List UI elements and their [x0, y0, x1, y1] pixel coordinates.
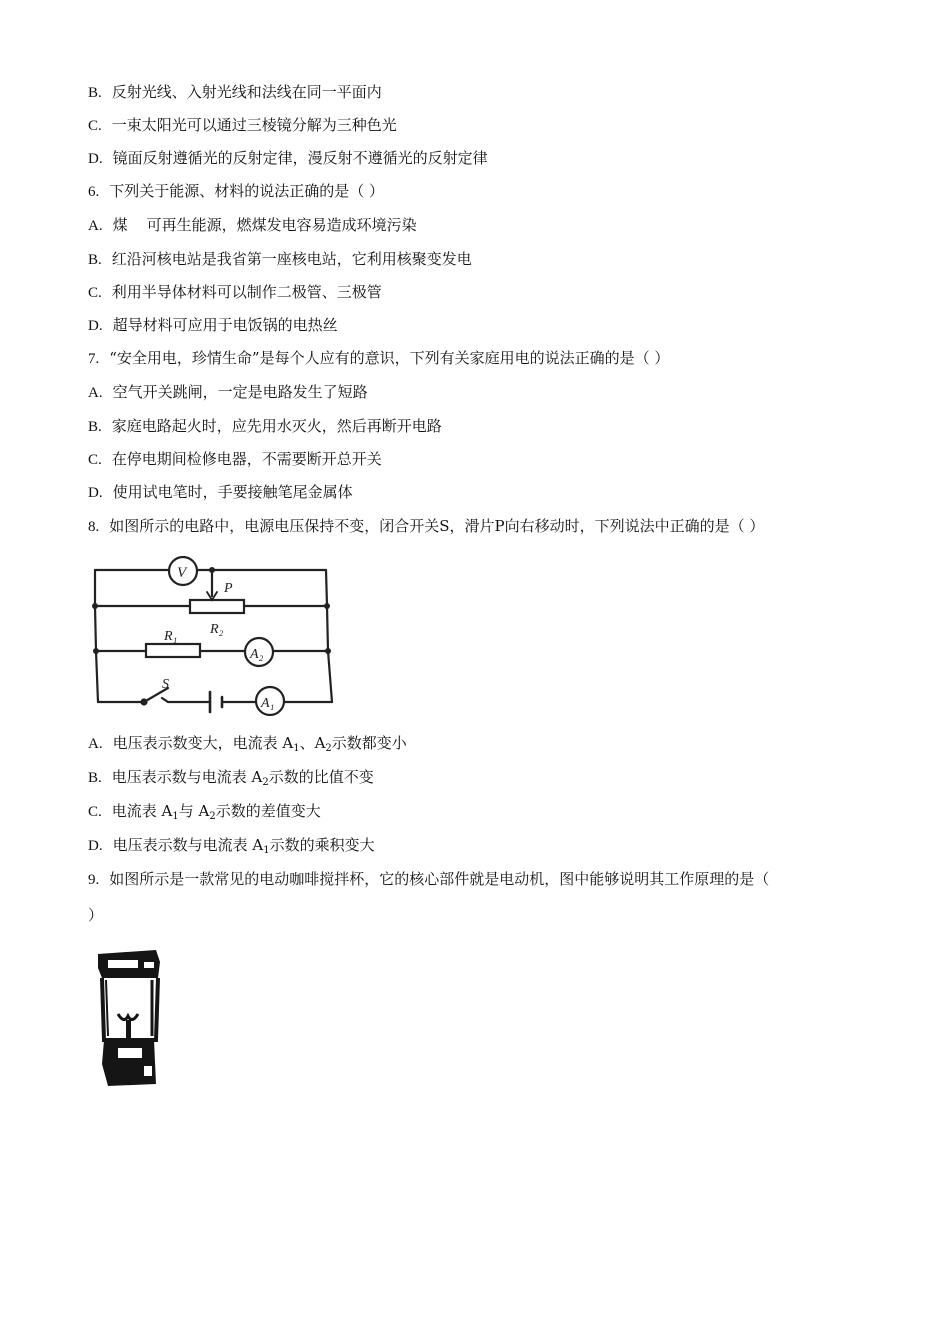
- bottom-wire: [98, 698, 332, 702]
- resistor-r1: [146, 644, 200, 657]
- switch-pivot: [142, 700, 147, 705]
- svg-text:R₁: R₁: [164, 629, 178, 644]
- q5-option-b: B. 反射光线、入射光线和法线在同一平面内: [88, 83, 382, 101]
- q6-stem: 6. 下列关于能源、材料的说法正确的是（ ）: [88, 182, 385, 200]
- q7-option-d: D. 使用试电笔时，手要接触笔尾金属体: [88, 483, 353, 501]
- stirring-blade: [118, 1014, 138, 1020]
- q9-stem: 9. 如图所示是一款常见的电动咖啡搅拌杯，它的核心部件就是电动机，图中能够说明其工作原理的是（: [88, 870, 770, 888]
- circuit-right-rail: [326, 570, 332, 702]
- battery-icon: [210, 692, 222, 712]
- svg-text:A₂: A₂: [250, 647, 264, 662]
- q6-option-a: A. 煤 可再生能源，燃煤发电容易造成环境污染: [88, 216, 417, 234]
- q6-option-b: B. 红沿河核电站是我省第一座核电站，它利用核聚变发电: [88, 250, 472, 268]
- resistor-r2: [190, 600, 244, 613]
- q5-option-c: C. 一束太阳光可以通过三棱镜分解为三种色光: [88, 116, 397, 134]
- q8-option-a: A. 电压表示数变大，电流表 $A_1$、$A_2$示数都变小: [88, 734, 407, 754]
- q7-option-a: A. 空气开关跳闸，一定是电路发生了短路: [88, 383, 368, 401]
- q8-option-b: B. 电压表示数与电流表 $A_2$示数的比值不变: [88, 768, 374, 788]
- svg-text:S: S: [162, 677, 169, 692]
- q6-option-c: C. 利用半导体材料可以制作二极管、三极管: [88, 283, 382, 301]
- circuit-left-rail: [95, 570, 98, 702]
- q7-stem: 7. “安全用电，珍情生命”是每个人应有的意识，下列有关家庭用电的说法正确的是（ ）: [88, 349, 670, 367]
- q5-option-d: D. 镜面反射遵循光的反射定律，漫反射不遵循光的反射定律: [88, 149, 488, 167]
- q8-stem: 8. 如图所示的电路中，电源电压保持不变，闭合开关S，滑片P向右移动时，下列说法中正确的是（ ）: [88, 517, 765, 535]
- q8-option-d: D. 电压表示数与电流表 $A_1$示数的乘积变大: [88, 836, 375, 856]
- q7-option-b: B. 家庭电路起火时，应先用水灭火，然后再断开电路: [88, 417, 442, 435]
- circuit-diagram: [86, 556, 346, 716]
- cup-motor-base: [102, 1040, 156, 1086]
- q6-option-d: D. 超导材料可应用于电饭锅的电热丝: [88, 316, 338, 334]
- q8-option-c: C. 电流表 $A_1$与 $A_2$示数的差值变大: [88, 802, 321, 822]
- svg-text:P: P: [224, 581, 233, 596]
- svg-text:V: V: [177, 565, 187, 581]
- q9-stem-continued: ）: [88, 906, 104, 924]
- svg-text:A₁: A₁: [261, 696, 275, 711]
- svg-text:R₂: R₂: [210, 622, 224, 637]
- q7-option-c: C. 在停电期间检修电器，不需要断开总开关: [88, 450, 382, 468]
- coffee-stirrer-cup-image: [94, 944, 166, 1088]
